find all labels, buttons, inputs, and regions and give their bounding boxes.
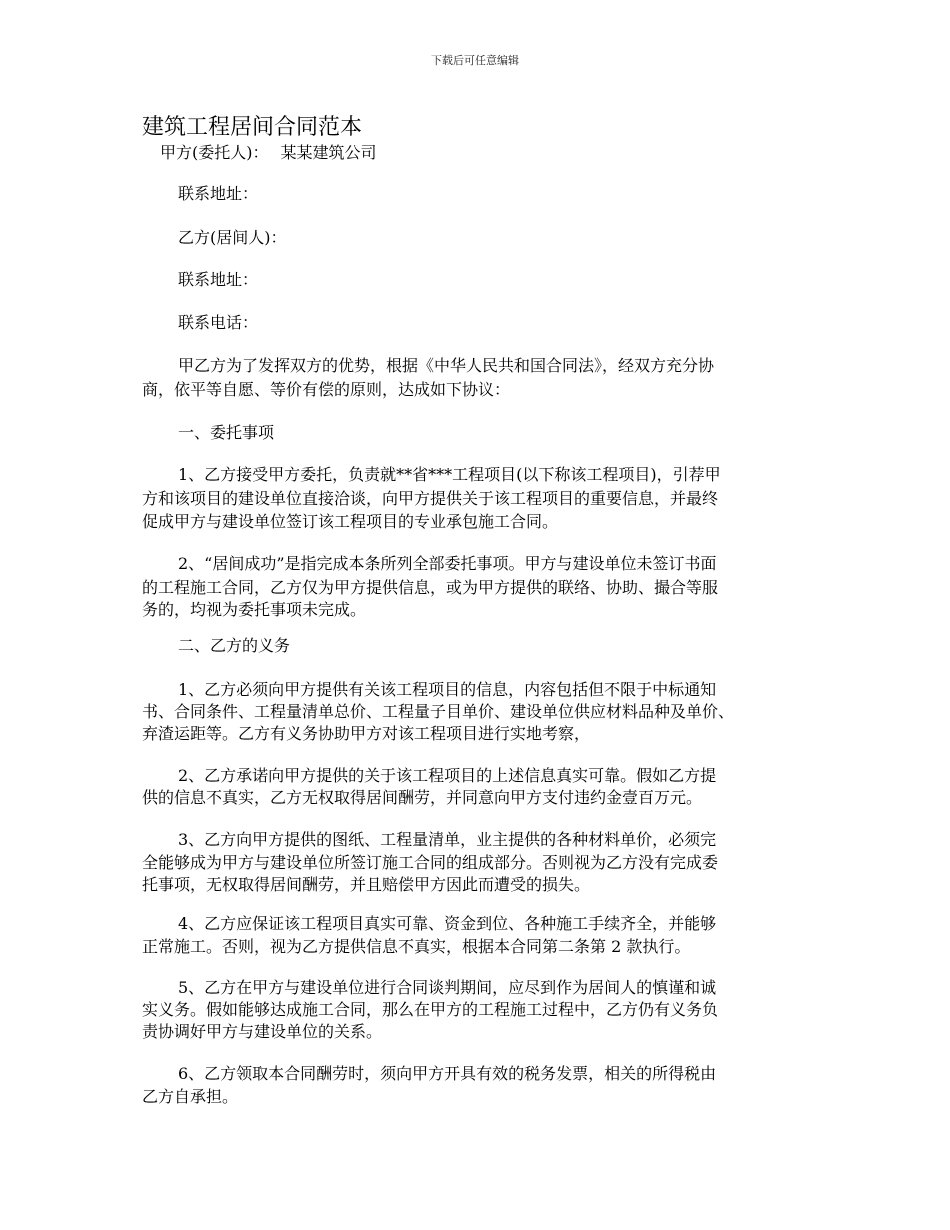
- section-2-heading: 二、乙方的义务: [178, 636, 291, 655]
- clause-line: 托事项，无权取得居间酬劳，并且赔偿甲方因此而遭受的损失。: [142, 875, 591, 894]
- clause-line: 供的信息不真实，乙方无权取得居间酬劳，并同意向甲方支付违约金壹百万元。: [142, 788, 703, 807]
- clause-line: 责协调好甲方与建设单位的关系。: [142, 1022, 383, 1041]
- clause-line: 书、合同条件、工程量清单总价、工程量子目单价、建设单位供应材料品种及单价、: [142, 702, 735, 721]
- section-1-heading: 一、委托事项: [178, 423, 275, 442]
- clause-line: 3、乙方向甲方提供的图纸、工程量清单，业主提供的各种材料单价，必须完: [178, 830, 717, 849]
- clause-line: 5、乙方在甲方与建设单位进行合同谈判期间，应尽到作为居间人的慎谨和诚: [178, 978, 717, 997]
- party-b-label: 乙方(居间人)：: [178, 228, 287, 247]
- preamble-line: 商，依平等自愿、等价有偿的原则，达成如下协议：: [142, 380, 511, 399]
- preamble-line: 甲乙方为了发挥双方的优势，根据《中华人民共和国合同法》，经双方充分协: [178, 356, 715, 375]
- party-a-value: 某某建筑公司: [280, 143, 377, 162]
- clause-line: 2、乙方承诺向甲方提供的关于该工程项目的上述信息真实可靠。假如乙方提: [178, 766, 717, 785]
- clause-line: 促成甲方与建设单位签订该工程项目的专业承包施工合同。: [142, 512, 559, 531]
- page-header-note: 下载后可任意编辑: [431, 54, 519, 67]
- party-b-phone-label: 联系电话：: [178, 313, 259, 332]
- party-a-label: 甲方(委托人)：: [160, 143, 269, 162]
- clause-line: 弃渣运距等。乙方有义务协助甲方对该工程项目进行实地考察，: [142, 724, 591, 743]
- party-b-address-label: 联系地址：: [178, 270, 259, 289]
- clause-line: 2、“居间成功”是指完成本条所列全部委托事项。甲方与建设单位未签订书面: [178, 554, 717, 573]
- clause-line: 乙方自承担。: [142, 1087, 239, 1106]
- clause-line: 4、乙方应保证该工程项目真实可靠、资金到位、各种施工手续齐全，并能够: [178, 914, 717, 933]
- clause-line: 正常施工。否则，视为乙方提供信息不真实，根据本合同第二条第 2 款执行。: [142, 937, 691, 956]
- party-a-address-label: 联系地址：: [178, 184, 259, 203]
- clause-line: 1、乙方接受甲方委托，负责就**省***工程项目(以下称该工程项目)，引荐甲: [178, 465, 721, 484]
- clause-line: 的工程施工合同，乙方仅为甲方提供信息，或为甲方提供的联络、协助、撮合等服: [142, 578, 719, 597]
- clause-line: 1、乙方必须向甲方提供有关该工程项目的信息，内容包括但不限于中标通知: [178, 680, 717, 699]
- document-title: 建筑工程居间合同范本: [142, 115, 363, 140]
- clause-line: 实义务。假如能够达成施工合同，那么在甲方的工程施工过程中，乙方仍有义务负: [142, 1000, 719, 1019]
- clause-line: 6、乙方领取本合同酬劳时，须向甲方开具有效的税务发票，相关的所得税由: [178, 1064, 717, 1083]
- clause-line: 全能够成为甲方与建设单位所签订施工合同的组成部分。否则视为乙方没有完成委: [142, 853, 719, 872]
- clause-line: 方和该项目的建设单位直接洽谈，向甲方提供关于该工程项目的重要信息，并最终: [142, 489, 719, 508]
- clause-line: 务的，均视为委托事项未完成。: [142, 600, 367, 619]
- party-a-line: [160, 141, 377, 165]
